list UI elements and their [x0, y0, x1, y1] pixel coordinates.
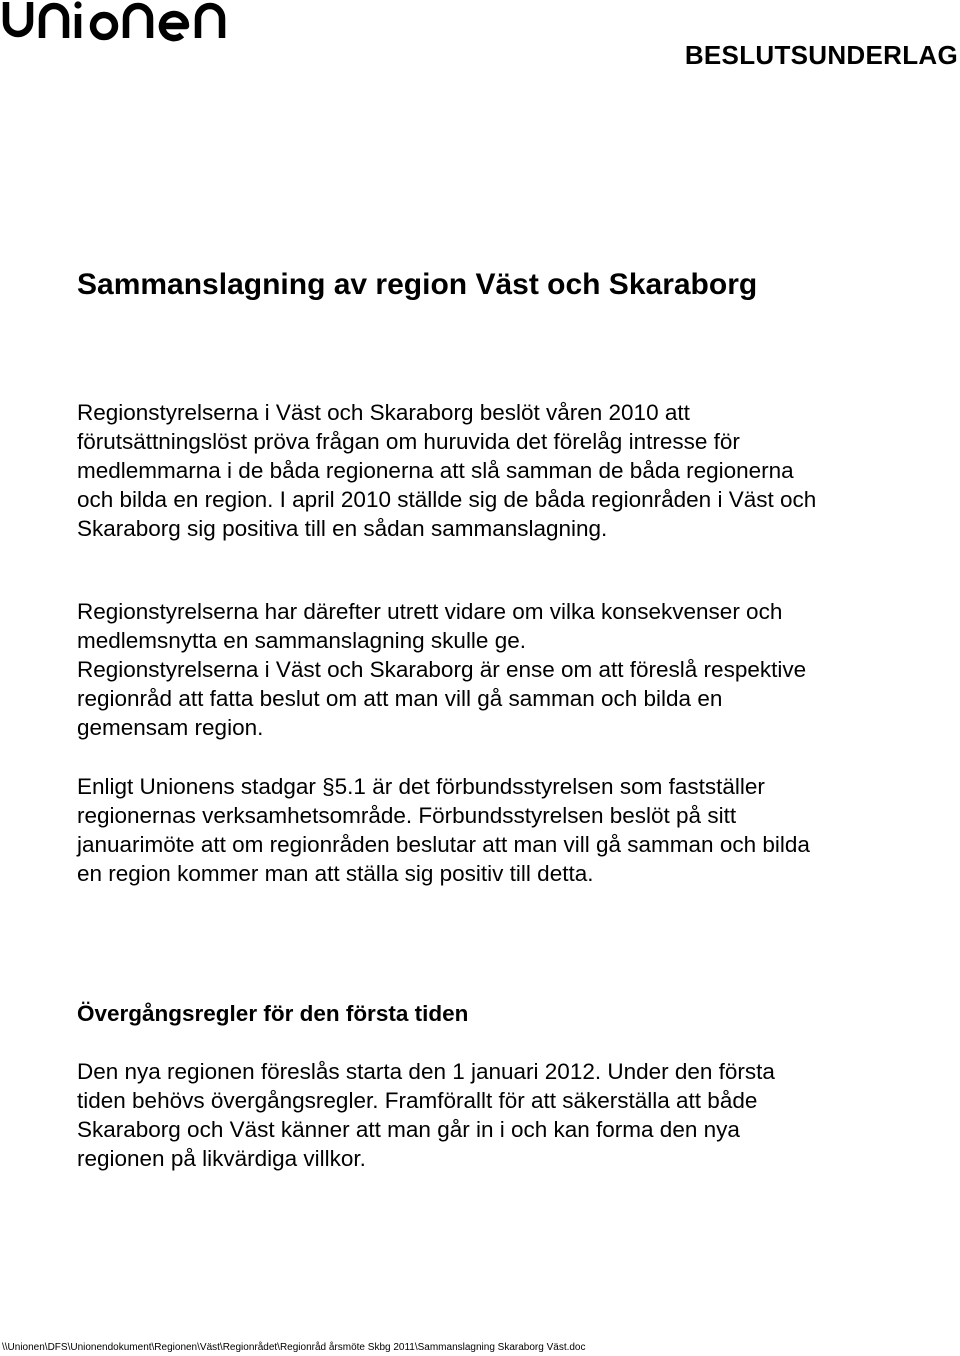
statutes-paragraph: [77, 772, 817, 888]
paragraph-consequences: Regionstyrelserna har därefter utrett vidare om vilka konsekvenser och medlemsnytta en sammanslagning skulle ge.: [77, 599, 783, 653]
paragraph-transition: Den nya regionen föreslås starta den 1 januari 2012. Under den första tiden behövs övergångsregler. Framförallt för att säkerställa att både Skaraborg och Väst känner att man går in i och kan forma den nya regionen på likvärdiga villkor.: [77, 1059, 775, 1171]
document-title: Sammanslagning av region Väst och Skaraborg: [77, 268, 758, 301]
paragraph-proposal: Regionstyrelserna i Väst och Skaraborg är ense om att föreslå respektive regionråd att fatta beslut om att man vill gå samman och bilda en gemensam region.: [77, 657, 807, 740]
section-heading-transition: Övergångsregler för den första tiden: [77, 1001, 469, 1026]
paragraph-background: Regionstyrelserna i Väst och Skaraborg beslöt våren 2010 att förutsättningslöst pröva frågan om huruvida det förelåg intresse för medlemmarna i de båda regionerna att slå samman de båda regionerna och bilda en region. I april 2010 ställde sig de båda regionråden i Väst och Skaraborg sig positiva till en sådan sammanslagning.: [77, 400, 817, 541]
analysis-paragraphs: [77, 597, 817, 742]
document-type-label: BESLUTSUNDERLAG: [684, 40, 958, 70]
transition-paragraph: [77, 1057, 817, 1173]
unionen-logo: [2, 0, 232, 42]
unionen-logo-mark: [2, 0, 232, 42]
footer-file-path: \\Unionen\DFS\Unionendokument\Regionen\Väst\Regionrådet\Regionråd årsmöte Skbg 2011\Sammanslagning Skaraborg Väst.doc: [2, 1342, 586, 1353]
intro-paragraph: [77, 398, 817, 543]
paragraph-statutes: Enligt Unionens stadgar §5.1 är det förbundsstyrelsen som fastställer regionernas verksamhetsområde. Förbundsstyrelsen beslöt på sitt januarimöte att om regionråden beslutar att man vill gå samman och bilda en region kommer man att ställa sig positiv till detta.: [77, 774, 810, 886]
